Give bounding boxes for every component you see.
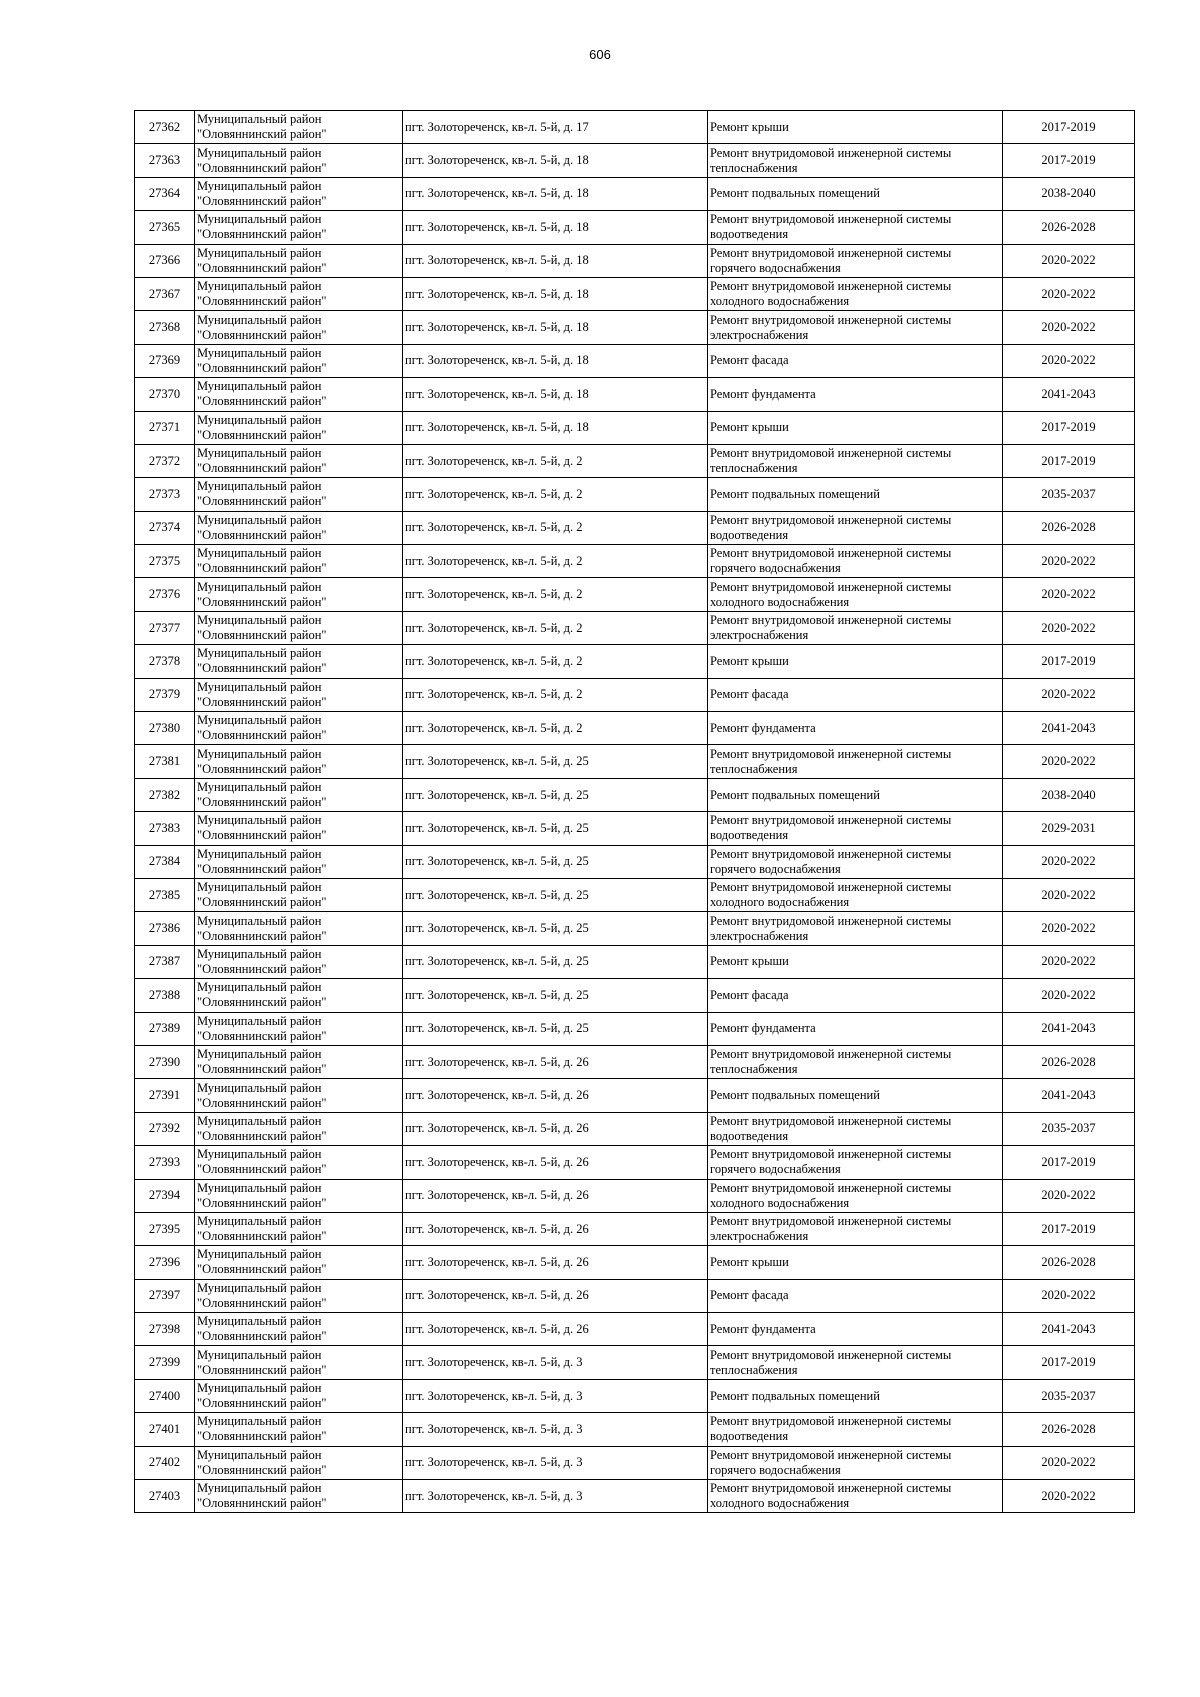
row-number: 27364 (135, 177, 195, 210)
work-type-cell: Ремонт внутридомовой инженерной системы холодного водоснабжения (708, 277, 1003, 310)
address-cell: пгт. Золотореченск, кв-л. 5-й, д. 18 (403, 311, 708, 344)
address-cell: пгт. Золотореченск, кв-л. 5-й, д. 26 (403, 1112, 708, 1145)
address-cell: пгт. Золотореченск, кв-л. 5-й, д. 25 (403, 745, 708, 778)
municipality-cell: Муниципальный район "Оловяннинский район" (195, 244, 403, 277)
table-row (135, 645, 1135, 678)
table-row (135, 1379, 1135, 1412)
period-cell: 2020-2022 (1003, 912, 1135, 945)
work-type-cell: Ремонт внутридомовой инженерной системы водоотведения (708, 511, 1003, 544)
row-number: 27382 (135, 778, 195, 811)
table-row (135, 1079, 1135, 1112)
period-cell: 2020-2022 (1003, 945, 1135, 978)
work-type-cell: Ремонт крыши (708, 411, 1003, 444)
row-number: 27396 (135, 1246, 195, 1279)
period-cell: 2026-2028 (1003, 1413, 1135, 1446)
table-row (135, 678, 1135, 711)
work-type-cell: Ремонт внутридомовой инженерной системы горячего водоснабжения (708, 1146, 1003, 1179)
work-type-cell: Ремонт крыши (708, 945, 1003, 978)
work-type-cell: Ремонт внутридомовой инженерной системы теплоснабжения (708, 144, 1003, 177)
period-cell: 2020-2022 (1003, 277, 1135, 310)
address-cell: пгт. Золотореченск, кв-л. 5-й, д. 2 (403, 511, 708, 544)
table-row (135, 1446, 1135, 1479)
work-type-cell: Ремонт подвальных помещений (708, 177, 1003, 210)
table-row (135, 111, 1135, 144)
period-cell: 2017-2019 (1003, 444, 1135, 477)
address-cell: пгт. Золотореченск, кв-л. 5-й, д. 2 (403, 712, 708, 745)
municipality-cell: Муниципальный район "Оловяннинский район" (195, 979, 403, 1012)
address-cell: пгт. Золотореченск, кв-л. 5-й, д. 25 (403, 1012, 708, 1045)
table-row (135, 478, 1135, 511)
table-row (135, 277, 1135, 310)
row-number: 27383 (135, 812, 195, 845)
repair-schedule-table (134, 110, 1135, 1513)
work-type-cell: Ремонт внутридомовой инженерной системы холодного водоснабжения (708, 578, 1003, 611)
address-cell: пгт. Золотореченск, кв-л. 5-й, д. 25 (403, 812, 708, 845)
work-type-cell: Ремонт подвальных помещений (708, 778, 1003, 811)
municipality-cell: Муниципальный район "Оловяннинский район" (195, 177, 403, 210)
table-row (135, 578, 1135, 611)
table-row (135, 1112, 1135, 1145)
period-cell: 2029-2031 (1003, 812, 1135, 845)
row-number: 27371 (135, 411, 195, 444)
municipality-cell: Муниципальный район "Оловяннинский район" (195, 211, 403, 244)
period-cell: 2020-2022 (1003, 1279, 1135, 1312)
address-cell: пгт. Золотореченск, кв-л. 5-й, д. 18 (403, 244, 708, 277)
period-cell: 2020-2022 (1003, 745, 1135, 778)
table-body (135, 111, 1135, 1513)
row-number: 27381 (135, 745, 195, 778)
table-row (135, 1212, 1135, 1245)
period-cell: 2041-2043 (1003, 1012, 1135, 1045)
municipality-cell: Муниципальный район "Оловяннинский район" (195, 277, 403, 310)
address-cell: пгт. Золотореченск, кв-л. 5-й, д. 26 (403, 1212, 708, 1245)
table-row (135, 1279, 1135, 1312)
work-type-cell: Ремонт фундамента (708, 712, 1003, 745)
table-row (135, 511, 1135, 544)
row-number: 27375 (135, 545, 195, 578)
period-cell: 2017-2019 (1003, 144, 1135, 177)
table-row (135, 545, 1135, 578)
work-type-cell: Ремонт фундамента (708, 1012, 1003, 1045)
work-type-cell: Ремонт подвальных помещений (708, 478, 1003, 511)
municipality-cell: Муниципальный район "Оловяннинский район" (195, 912, 403, 945)
address-cell: пгт. Золотореченск, кв-л. 5-й, д. 3 (403, 1379, 708, 1412)
row-number: 27363 (135, 144, 195, 177)
period-cell: 2020-2022 (1003, 678, 1135, 711)
work-type-cell: Ремонт внутридомовой инженерной системы теплоснабжения (708, 444, 1003, 477)
municipality-cell: Муниципальный район "Оловяннинский район" (195, 611, 403, 644)
work-type-cell: Ремонт фасада (708, 678, 1003, 711)
municipality-cell: Муниципальный район "Оловяннинский район" (195, 1279, 403, 1312)
period-cell: 2020-2022 (1003, 244, 1135, 277)
row-number: 27367 (135, 277, 195, 310)
municipality-cell: Муниципальный район "Оловяннинский район" (195, 1246, 403, 1279)
address-cell: пгт. Золотореченск, кв-л. 5-й, д. 26 (403, 1079, 708, 1112)
work-type-cell: Ремонт крыши (708, 111, 1003, 144)
municipality-cell: Муниципальный район "Оловяннинский район" (195, 478, 403, 511)
table-row (135, 144, 1135, 177)
period-cell: 2020-2022 (1003, 1179, 1135, 1212)
work-type-cell: Ремонт внутридомовой инженерной системы водоотведения (708, 211, 1003, 244)
municipality-cell: Муниципальный район "Оловяннинский район" (195, 1212, 403, 1245)
municipality-cell: Муниципальный район "Оловяннинский район" (195, 812, 403, 845)
work-type-cell: Ремонт внутридомовой инженерной системы теплоснабжения (708, 745, 1003, 778)
municipality-cell: Муниципальный район "Оловяннинский район" (195, 444, 403, 477)
municipality-cell: Муниципальный район "Оловяннинский район" (195, 1179, 403, 1212)
address-cell: пгт. Золотореченск, кв-л. 5-й, д. 2 (403, 678, 708, 711)
row-number: 27393 (135, 1146, 195, 1179)
work-type-cell: Ремонт фасада (708, 979, 1003, 1012)
row-number: 27388 (135, 979, 195, 1012)
row-number: 27368 (135, 311, 195, 344)
row-number: 27380 (135, 712, 195, 745)
period-cell: 2020-2022 (1003, 1480, 1135, 1513)
address-cell: пгт. Золотореченск, кв-л. 5-й, д. 26 (403, 1246, 708, 1279)
row-number: 27366 (135, 244, 195, 277)
address-cell: пгт. Золотореченск, кв-л. 5-й, д. 25 (403, 778, 708, 811)
row-number: 27401 (135, 1413, 195, 1446)
table-row (135, 1146, 1135, 1179)
period-cell: 2038-2040 (1003, 177, 1135, 210)
address-cell: пгт. Золотореченск, кв-л. 5-й, д. 26 (403, 1279, 708, 1312)
table-row (135, 244, 1135, 277)
row-number: 27389 (135, 1012, 195, 1045)
row-number: 27387 (135, 945, 195, 978)
row-number: 27391 (135, 1079, 195, 1112)
address-cell: пгт. Золотореченск, кв-л. 5-й, д. 3 (403, 1480, 708, 1513)
table-row (135, 912, 1135, 945)
address-cell: пгт. Золотореченск, кв-л. 5-й, д. 18 (403, 378, 708, 411)
municipality-cell: Муниципальный район "Оловяннинский район" (195, 945, 403, 978)
municipality-cell: Муниципальный район "Оловяннинский район" (195, 778, 403, 811)
address-cell: пгт. Золотореченск, кв-л. 5-й, д. 3 (403, 1346, 708, 1379)
row-number: 27403 (135, 1480, 195, 1513)
period-cell: 2041-2043 (1003, 378, 1135, 411)
table-row (135, 1346, 1135, 1379)
row-number: 27362 (135, 111, 195, 144)
work-type-cell: Ремонт внутридомовой инженерной системы водоотведения (708, 812, 1003, 845)
municipality-cell: Муниципальный район "Оловяннинский район" (195, 144, 403, 177)
period-cell: 2035-2037 (1003, 1379, 1135, 1412)
municipality-cell: Муниципальный район "Оловяннинский район" (195, 712, 403, 745)
row-number: 27373 (135, 478, 195, 511)
address-cell: пгт. Золотореченск, кв-л. 5-й, д. 25 (403, 945, 708, 978)
row-number: 27397 (135, 1279, 195, 1312)
row-number: 27385 (135, 878, 195, 911)
municipality-cell: Муниципальный район "Оловяннинский район" (195, 1079, 403, 1112)
address-cell: пгт. Золотореченск, кв-л. 5-й, д. 18 (403, 177, 708, 210)
municipality-cell: Муниципальный район "Оловяннинский район" (195, 1146, 403, 1179)
address-cell: пгт. Золотореченск, кв-л. 5-й, д. 2 (403, 478, 708, 511)
period-cell: 2041-2043 (1003, 712, 1135, 745)
municipality-cell: Муниципальный район "Оловяннинский район" (195, 1379, 403, 1412)
period-cell: 2017-2019 (1003, 411, 1135, 444)
municipality-cell: Муниципальный район "Оловяннинский район" (195, 845, 403, 878)
address-cell: пгт. Золотореченск, кв-л. 5-й, д. 17 (403, 111, 708, 144)
municipality-cell: Муниципальный район "Оловяннинский район" (195, 344, 403, 377)
row-number: 27402 (135, 1446, 195, 1479)
table-row (135, 311, 1135, 344)
row-number: 27372 (135, 444, 195, 477)
work-type-cell: Ремонт внутридомовой инженерной системы горячего водоснабжения (708, 1446, 1003, 1479)
table-row (135, 1313, 1135, 1346)
address-cell: пгт. Золотореченск, кв-л. 5-й, д. 18 (403, 144, 708, 177)
period-cell: 2020-2022 (1003, 979, 1135, 1012)
municipality-cell: Муниципальный район "Оловяннинский район" (195, 645, 403, 678)
address-cell: пгт. Золотореченск, кв-л. 5-й, д. 25 (403, 845, 708, 878)
address-cell: пгт. Золотореченск, кв-л. 5-й, д. 26 (403, 1313, 708, 1346)
table-row (135, 411, 1135, 444)
municipality-cell: Муниципальный район "Оловяннинский район" (195, 578, 403, 611)
period-cell: 2041-2043 (1003, 1079, 1135, 1112)
work-type-cell: Ремонт внутридомовой инженерной системы теплоснабжения (708, 1045, 1003, 1078)
work-type-cell: Ремонт внутридомовой инженерной системы горячего водоснабжения (708, 545, 1003, 578)
address-cell: пгт. Золотореченск, кв-л. 5-й, д. 3 (403, 1446, 708, 1479)
table-row (135, 745, 1135, 778)
address-cell: пгт. Золотореченск, кв-л. 5-й, д. 18 (403, 211, 708, 244)
table-row (135, 344, 1135, 377)
row-number: 27398 (135, 1313, 195, 1346)
address-cell: пгт. Золотореченск, кв-л. 5-й, д. 2 (403, 444, 708, 477)
municipality-cell: Муниципальный район "Оловяннинский район" (195, 1413, 403, 1446)
table-row (135, 1045, 1135, 1078)
row-number: 27370 (135, 378, 195, 411)
period-cell: 2020-2022 (1003, 311, 1135, 344)
row-number: 27369 (135, 344, 195, 377)
work-type-cell: Ремонт подвальных помещений (708, 1379, 1003, 1412)
period-cell: 2020-2022 (1003, 578, 1135, 611)
municipality-cell: Муниципальный район "Оловяннинский район" (195, 1480, 403, 1513)
table-row (135, 1480, 1135, 1513)
address-cell: пгт. Золотореченск, кв-л. 5-й, д. 2 (403, 545, 708, 578)
period-cell: 2038-2040 (1003, 778, 1135, 811)
row-number: 27365 (135, 211, 195, 244)
row-number: 27374 (135, 511, 195, 544)
work-type-cell: Ремонт внутридомовой инженерной системы электроснабжения (708, 311, 1003, 344)
table-row (135, 211, 1135, 244)
work-type-cell: Ремонт внутридомовой инженерной системы холодного водоснабжения (708, 878, 1003, 911)
address-cell: пгт. Золотореченск, кв-л. 5-й, д. 18 (403, 277, 708, 310)
period-cell: 2026-2028 (1003, 1045, 1135, 1078)
work-type-cell: Ремонт внутридомовой инженерной системы водоотведения (708, 1413, 1003, 1446)
municipality-cell: Муниципальный район "Оловяннинский район" (195, 411, 403, 444)
address-cell: пгт. Золотореченск, кв-л. 5-й, д. 18 (403, 411, 708, 444)
table-row (135, 945, 1135, 978)
table-row (135, 1012, 1135, 1045)
work-type-cell: Ремонт фасада (708, 1279, 1003, 1312)
row-number: 27390 (135, 1045, 195, 1078)
address-cell: пгт. Золотореченск, кв-л. 5-й, д. 2 (403, 611, 708, 644)
municipality-cell: Муниципальный район "Оловяннинский район" (195, 545, 403, 578)
address-cell: пгт. Золотореченск, кв-л. 5-й, д. 2 (403, 578, 708, 611)
work-type-cell: Ремонт внутридомовой инженерной системы электроснабжения (708, 912, 1003, 945)
row-number: 27399 (135, 1346, 195, 1379)
work-type-cell: Ремонт внутридомовой инженерной системы электроснабжения (708, 611, 1003, 644)
row-number: 27377 (135, 611, 195, 644)
work-type-cell: Ремонт фундамента (708, 1313, 1003, 1346)
municipality-cell: Муниципальный район "Оловяннинский район" (195, 678, 403, 711)
period-cell: 2020-2022 (1003, 344, 1135, 377)
table-row (135, 979, 1135, 1012)
table-row (135, 712, 1135, 745)
period-cell: 2041-2043 (1003, 1313, 1135, 1346)
work-type-cell: Ремонт внутридомовой инженерной системы холодного водоснабжения (708, 1480, 1003, 1513)
address-cell: пгт. Золотореченск, кв-л. 5-й, д. 26 (403, 1146, 708, 1179)
address-cell: пгт. Золотореченск, кв-л. 5-й, д. 25 (403, 979, 708, 1012)
period-cell: 2017-2019 (1003, 1146, 1135, 1179)
period-cell: 2026-2028 (1003, 211, 1135, 244)
municipality-cell: Муниципальный район "Оловяннинский район" (195, 745, 403, 778)
period-cell: 2026-2028 (1003, 511, 1135, 544)
municipality-cell: Муниципальный район "Оловяннинский район" (195, 1446, 403, 1479)
table-row (135, 1413, 1135, 1446)
work-type-cell: Ремонт внутридомовой инженерной системы холодного водоснабжения (708, 1179, 1003, 1212)
address-cell: пгт. Золотореченск, кв-л. 5-й, д. 26 (403, 1045, 708, 1078)
table-row (135, 1179, 1135, 1212)
municipality-cell: Муниципальный район "Оловяннинский район" (195, 1313, 403, 1346)
municipality-cell: Муниципальный район "Оловяннинский район" (195, 511, 403, 544)
work-type-cell: Ремонт внутридомовой инженерной системы теплоснабжения (708, 1346, 1003, 1379)
municipality-cell: Муниципальный район "Оловяннинский район" (195, 311, 403, 344)
work-type-cell: Ремонт крыши (708, 645, 1003, 678)
work-type-cell: Ремонт внутридомовой инженерной системы электроснабжения (708, 1212, 1003, 1245)
municipality-cell: Муниципальный район "Оловяннинский район" (195, 1346, 403, 1379)
period-cell: 2020-2022 (1003, 845, 1135, 878)
work-type-cell: Ремонт внутридомовой инженерной системы водоотведения (708, 1112, 1003, 1145)
municipality-cell: Муниципальный район "Оловяннинский район" (195, 878, 403, 911)
table-row (135, 845, 1135, 878)
period-cell: 2017-2019 (1003, 111, 1135, 144)
table-row (135, 778, 1135, 811)
address-cell: пгт. Золотореченск, кв-л. 5-й, д. 3 (403, 1413, 708, 1446)
table-row (135, 1246, 1135, 1279)
row-number: 27376 (135, 578, 195, 611)
row-number: 27392 (135, 1112, 195, 1145)
period-cell: 2026-2028 (1003, 1246, 1135, 1279)
municipality-cell: Муниципальный район "Оловяннинский район" (195, 1012, 403, 1045)
table-row (135, 812, 1135, 845)
period-cell: 2017-2019 (1003, 1212, 1135, 1245)
table-row (135, 611, 1135, 644)
row-number: 27378 (135, 645, 195, 678)
row-number: 27384 (135, 845, 195, 878)
work-type-cell: Ремонт фундамента (708, 378, 1003, 411)
table-row (135, 444, 1135, 477)
table-row (135, 378, 1135, 411)
row-number: 27395 (135, 1212, 195, 1245)
municipality-cell: Муниципальный район "Оловяннинский район" (195, 1112, 403, 1145)
row-number: 27379 (135, 678, 195, 711)
work-type-cell: Ремонт крыши (708, 1246, 1003, 1279)
municipality-cell: Муниципальный район "Оловяннинский район" (195, 1045, 403, 1078)
period-cell: 2035-2037 (1003, 1112, 1135, 1145)
row-number: 27386 (135, 912, 195, 945)
work-type-cell: Ремонт внутридомовой инженерной системы горячего водоснабжения (708, 244, 1003, 277)
table-row (135, 177, 1135, 210)
period-cell: 2020-2022 (1003, 611, 1135, 644)
municipality-cell: Муниципальный район "Оловяннинский район" (195, 378, 403, 411)
address-cell: пгт. Золотореченск, кв-л. 5-й, д. 25 (403, 878, 708, 911)
period-cell: 2035-2037 (1003, 478, 1135, 511)
period-cell: 2020-2022 (1003, 545, 1135, 578)
row-number: 27394 (135, 1179, 195, 1212)
address-cell: пгт. Золотореченск, кв-л. 5-й, д. 18 (403, 344, 708, 377)
period-cell: 2020-2022 (1003, 878, 1135, 911)
table-row (135, 878, 1135, 911)
period-cell: 2017-2019 (1003, 645, 1135, 678)
work-type-cell: Ремонт внутридомовой инженерной системы горячего водоснабжения (708, 845, 1003, 878)
page-number: 606 (589, 47, 611, 62)
work-type-cell: Ремонт фасада (708, 344, 1003, 377)
address-cell: пгт. Золотореченск, кв-л. 5-й, д. 25 (403, 912, 708, 945)
address-cell: пгт. Золотореченск, кв-л. 5-й, д. 26 (403, 1179, 708, 1212)
work-type-cell: Ремонт подвальных помещений (708, 1079, 1003, 1112)
municipality-cell: Муниципальный район "Оловяннинский район" (195, 111, 403, 144)
period-cell: 2017-2019 (1003, 1346, 1135, 1379)
period-cell: 2020-2022 (1003, 1446, 1135, 1479)
address-cell: пгт. Золотореченск, кв-л. 5-й, д. 2 (403, 645, 708, 678)
row-number: 27400 (135, 1379, 195, 1412)
